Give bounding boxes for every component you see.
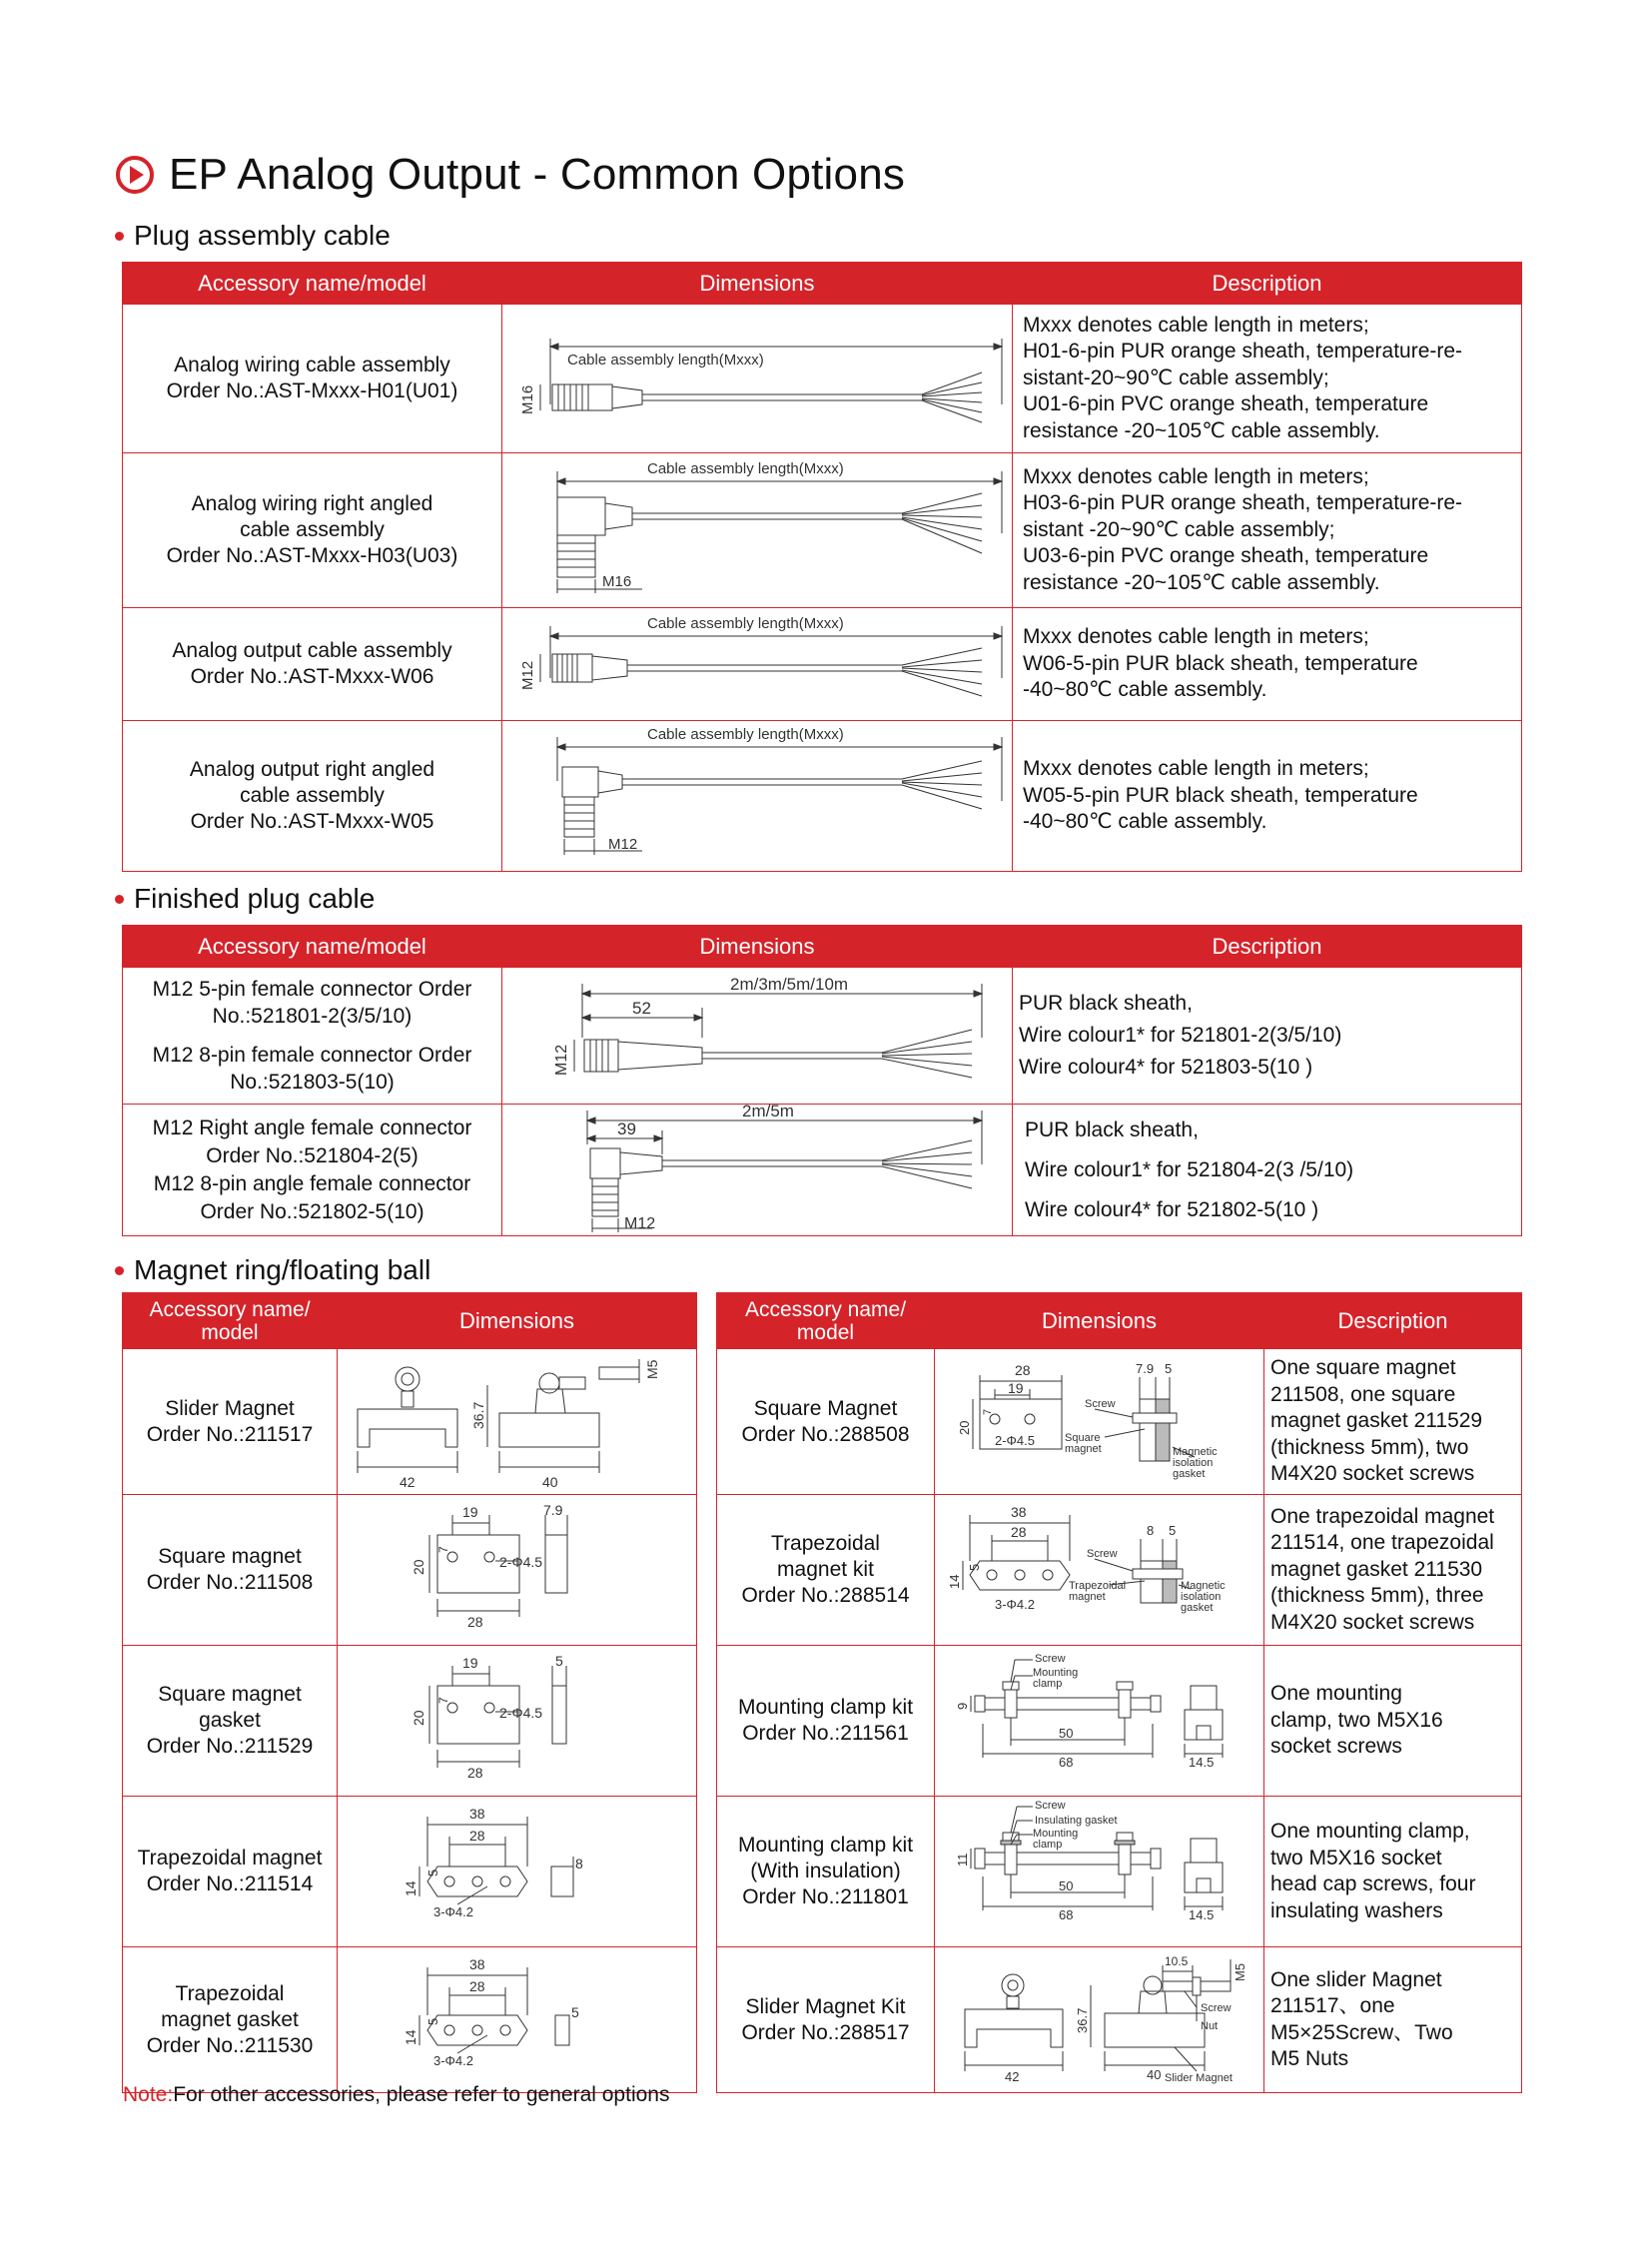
dim-label: 68 xyxy=(1059,1907,1074,1922)
note-label: Note: xyxy=(123,2083,174,2106)
dim-label: 38 xyxy=(469,1956,485,1972)
bullet-icon xyxy=(115,895,124,904)
description-cell: Mxxx denotes cable length in meters; H01-6-pin PUR orange sheath, temperature-re- sistant-20~90℃ cable assembly; U01-6-pin PVC orange sheath, temperature resistance -20~105℃ cable assembly. xyxy=(1013,305,1522,453)
dim-label: 28 xyxy=(467,1765,483,1781)
thread-label: M12 xyxy=(553,1044,570,1076)
magnet-right-table xyxy=(716,1292,1522,2093)
dim-label: Screw xyxy=(1087,1548,1118,1560)
dim-label: Magnetic isolation gasket xyxy=(1181,1581,1226,1614)
dim-label: 7.9 xyxy=(543,1502,563,1518)
note-text: For other accessories, please refer to general options xyxy=(173,2083,670,2106)
segment-label: 39 xyxy=(617,1120,636,1138)
table-row xyxy=(123,1349,697,1495)
dim-label: 7.9 xyxy=(1136,1361,1155,1376)
accessory-name-cell: Trapezoidal magnet kit Order No.:288514 xyxy=(717,1495,935,1646)
dim-label: 7 xyxy=(436,1697,450,1704)
dim-label: 68 xyxy=(1059,1755,1074,1770)
table-row xyxy=(123,1646,697,1797)
dim-label: 38 xyxy=(1011,1504,1027,1520)
section-heading-plug-text: Plug assembly cable xyxy=(134,220,391,251)
finished-cable-drawing xyxy=(502,968,1013,1104)
table-row xyxy=(123,608,1522,721)
dimension-drawing-cell xyxy=(502,968,1013,1105)
dim-label: 9 xyxy=(955,1702,970,1710)
table-row xyxy=(123,968,1522,1105)
finished-angled-cable-drawing xyxy=(502,1105,1013,1235)
dim-label: 5 xyxy=(425,1868,440,1876)
dim-label: Screw xyxy=(1035,1800,1066,1812)
header-name: Accessory name/model xyxy=(123,263,502,305)
dim-label: 2-Φ4.5 xyxy=(499,1554,543,1570)
dimension-drawing-cell xyxy=(338,1947,697,2093)
length-label: 2m/5m xyxy=(742,1105,794,1121)
section-heading-finished-text: Finished plug cable xyxy=(134,883,376,914)
dim-label: 50 xyxy=(1059,1878,1074,1893)
table-row xyxy=(123,1947,697,2093)
table-row xyxy=(123,1797,697,1947)
dimension-drawing-cell xyxy=(338,1797,697,1947)
dim-label: 19 xyxy=(462,1655,478,1671)
dimension-drawing-cell xyxy=(502,305,1013,453)
page-title-text: EP Analog Output - Common Options xyxy=(169,150,906,199)
dim-label: 5 xyxy=(967,1563,982,1571)
dim-label: 3-Φ4.2 xyxy=(995,1597,1036,1612)
dimension-drawing-cell xyxy=(935,1495,1264,1646)
dim-label: 36.7 xyxy=(470,1401,486,1429)
header-dimensions: Dimensions xyxy=(502,926,1013,968)
dim-label: 28 xyxy=(469,1828,485,1844)
accessory-name-cell: Square Magnet Order No.:288508 xyxy=(717,1349,935,1495)
dim-label: 38 xyxy=(469,1806,485,1822)
dim-label: 14 xyxy=(403,2029,418,2045)
dimension-drawing-cell xyxy=(935,1349,1264,1495)
header-description: Description xyxy=(1013,926,1522,968)
accessory-name-cell: Analog wiring cable assembly Order No.:AST-Mxxx-H01(U01) xyxy=(123,305,502,453)
bullet-icon xyxy=(115,1266,124,1275)
dimension-drawing-cell xyxy=(338,1349,697,1495)
plug-cable-table xyxy=(122,262,1522,872)
dimension-drawing-cell xyxy=(502,1105,1013,1236)
thread-label: M16 xyxy=(602,573,632,590)
length-label: Cable assembly length(Mxxx) xyxy=(647,726,844,743)
dim-label: 28 xyxy=(467,1614,483,1630)
thread-label: M16 xyxy=(519,384,536,414)
page-title xyxy=(115,150,905,200)
thread-label: M12 xyxy=(608,836,638,853)
dim-label: 5 xyxy=(1165,1361,1173,1376)
dim-label: Trapezoidal magnet xyxy=(1069,1581,1127,1603)
dim-label: Nut xyxy=(1201,2020,1219,2032)
dim-label: 3-Φ4.2 xyxy=(433,2053,474,2068)
dim-label: 7 xyxy=(982,1408,994,1415)
length-label: 2m/3m/5m/10m xyxy=(730,975,849,994)
square-magnet-drawing xyxy=(338,1495,697,1645)
accessory-name-cell: Analog output cable assembly Order No.:AST-Mxxx-W06 xyxy=(123,608,502,721)
play-circle-icon xyxy=(115,155,155,195)
square-magnet-kit-drawing xyxy=(935,1349,1264,1494)
header-description: Description xyxy=(1264,1293,1522,1349)
straight-cable-drawing xyxy=(502,608,1013,720)
angled-cable-drawing xyxy=(502,453,1013,607)
table-row xyxy=(717,1646,1522,1797)
dim-label: Mounting clamp xyxy=(1033,1829,1079,1851)
dim-label: 28 xyxy=(469,1978,485,1994)
dim-label: 5 xyxy=(571,2004,579,2020)
header-dimensions: Dimensions xyxy=(338,1293,697,1349)
dimension-drawing-cell xyxy=(338,1646,697,1797)
slider-magnet-drawing xyxy=(338,1349,697,1494)
header-name: Accessory name/model xyxy=(123,926,502,968)
dim-label: 3-Φ4.2 xyxy=(433,1904,474,1919)
dim-label: 11 xyxy=(955,1853,970,1867)
dim-label: 7 xyxy=(436,1546,450,1553)
description-cell: One mounting clamp, two M5X16 socket screws xyxy=(1264,1646,1522,1797)
dimension-drawing-cell xyxy=(338,1495,697,1646)
section-heading-plug xyxy=(115,220,391,252)
table-row xyxy=(717,1947,1522,2093)
description-cell: Mxxx denotes cable length in meters; W05-5-pin PUR black sheath, temperature -40~80℃ cable assembly. xyxy=(1013,721,1522,872)
description-cell: PUR black sheath, Wire colour1* for 521804-2(3 /5/10) Wire colour4* for 521802-5(10 ) xyxy=(1013,1105,1522,1236)
table-header-row xyxy=(717,1293,1522,1349)
table-row xyxy=(123,1105,1522,1236)
trapezoidal-magnet-drawing xyxy=(338,1797,697,1946)
dim-label: 14 xyxy=(403,1880,418,1896)
square-gasket-drawing xyxy=(338,1646,697,1796)
table-row xyxy=(123,721,1522,872)
bullet-icon xyxy=(115,232,124,241)
dim-label: 5 xyxy=(555,1653,563,1669)
dim-label: M5 xyxy=(644,1359,660,1379)
dim-label: 10.5 xyxy=(1165,1954,1189,1968)
description-cell: One mounting clamp, two M5X16 socket head cap screws, four insulating washers xyxy=(1264,1797,1522,1947)
dim-label: 40 xyxy=(542,1474,558,1490)
accessory-name-cell: Mounting clamp kit Order No.:211561 xyxy=(717,1646,935,1797)
dim-label: 20 xyxy=(957,1420,972,1435)
dimension-drawing-cell xyxy=(935,1947,1264,2093)
length-label: Cable assembly length(Mxxx) xyxy=(647,460,844,477)
dim-label: Screw xyxy=(1035,1653,1066,1665)
thread-label: M12 xyxy=(624,1215,656,1232)
dim-label: Mounting clamp xyxy=(1033,1668,1079,1690)
table-row xyxy=(123,453,1522,608)
dim-label: 2-Φ4.5 xyxy=(995,1433,1036,1448)
segment-label: 52 xyxy=(632,999,651,1018)
dimension-drawing-cell xyxy=(502,608,1013,721)
straight-cable-drawing xyxy=(502,305,1013,452)
accessory-name-cell: Slider Magnet Kit Order No.:288517 xyxy=(717,1947,935,2093)
length-label: Cable assembly length(Mxxx) xyxy=(647,615,844,632)
footnote xyxy=(123,2083,669,2107)
header-description: Description xyxy=(1013,263,1522,305)
table-row xyxy=(717,1797,1522,1947)
accessory-name-cell: Trapezoidal magnet Order No.:211514 xyxy=(123,1797,338,1947)
accessory-name-cell: M12 5-pin female connector Order No.:521801-2(3/5/10) M12 8-pin female connector Order No.:521803-5(10) xyxy=(123,968,502,1105)
table-header-row xyxy=(123,263,1522,305)
dim-label: 50 xyxy=(1059,1726,1074,1741)
table-header-row xyxy=(123,1293,697,1349)
accessory-name-cell: Square magnet Order No.:211508 xyxy=(123,1495,338,1646)
mounting-clamp-insulation-drawing xyxy=(935,1797,1264,1946)
dim-label: 14 xyxy=(947,1574,962,1589)
dim-label: 19 xyxy=(1008,1380,1024,1396)
dimension-drawing-cell xyxy=(502,721,1013,872)
description-cell: Mxxx denotes cable length in meters; H03-6-pin PUR orange sheath, temperature-re- sistant -20~90℃ cable assembly; U03-6-pin PVC orange sheath, temperature resistance -20~105℃ cable assembly. xyxy=(1013,453,1522,608)
dim-label: 2-Φ4.5 xyxy=(499,1705,543,1721)
dim-label: 40 xyxy=(1147,2067,1162,2082)
dimension-drawing-cell xyxy=(935,1797,1264,1947)
dimension-drawing-cell xyxy=(935,1646,1264,1797)
description-cell: PUR black sheath, Wire colour1* for 521801-2(3/5/10) Wire colour4* for 521803-5(10 ) xyxy=(1013,968,1522,1105)
magnet-left-table xyxy=(122,1292,697,2093)
dim-label: 5 xyxy=(425,2017,440,2025)
accessory-name-cell: Analog output right angled cable assembly Order No.:AST-Mxxx-W05 xyxy=(123,721,502,872)
dim-label: 14.5 xyxy=(1189,1907,1215,1922)
angled-cable-drawing xyxy=(502,721,1013,871)
table-row xyxy=(123,1495,697,1646)
dim-label: 14.5 xyxy=(1189,1755,1215,1770)
dim-label: M5 xyxy=(1233,1962,1247,1981)
trapezoidal-gasket-drawing xyxy=(338,1947,697,2092)
description-cell: One slider Magnet 211517、one M5×25Screw、Two M5 Nuts xyxy=(1264,1947,1522,2093)
accessory-name-cell: Slider Magnet Order No.:211517 xyxy=(123,1349,338,1495)
dim-label: 28 xyxy=(1015,1362,1031,1378)
dim-label: 5 xyxy=(1169,1523,1177,1538)
table-row xyxy=(123,305,1522,453)
header-dimensions: Dimensions xyxy=(935,1293,1264,1349)
dim-label: Insulating gasket xyxy=(1035,1815,1118,1827)
dim-label: Screw xyxy=(1201,2002,1232,2014)
dim-label: Slider Magnet xyxy=(1165,2072,1233,2084)
accessory-name-cell: M12 Right angle female connector Order No.:521804-2(5) M12 8-pin angle female connector Order No.:521802-5(10) xyxy=(123,1105,502,1236)
table-row xyxy=(717,1495,1522,1646)
header-dimensions: Dimensions xyxy=(502,263,1013,305)
section-heading-finished xyxy=(115,883,375,915)
finished-cable-table xyxy=(122,925,1522,1236)
section-heading-magnet-text: Magnet ring/floating ball xyxy=(134,1254,431,1285)
dim-label: Square magnet xyxy=(1065,1433,1102,1455)
table-header-row xyxy=(123,926,1522,968)
accessory-name-cell: Mounting clamp kit (With insulation) Order No.:211801 xyxy=(717,1797,935,1947)
dim-label: 8 xyxy=(1147,1523,1155,1538)
header-name: Accessory name/ model xyxy=(717,1293,935,1349)
dim-label: 28 xyxy=(1011,1524,1027,1540)
accessory-name-cell: Analog wiring right angled cable assembly Order No.:AST-Mxxx-H03(U03) xyxy=(123,453,502,608)
table-row xyxy=(717,1349,1522,1495)
length-label: Cable assembly length(Mxxx) xyxy=(567,352,764,369)
dim-label: 36.7 xyxy=(1075,2007,1090,2033)
dim-label: 20 xyxy=(411,1710,426,1726)
description-cell: One trapezoidal magnet 211514, one trapezoidal magnet gasket 211530 (thickness 5mm), three M4X20 socket screws xyxy=(1264,1495,1522,1646)
dim-label: 42 xyxy=(1005,2069,1020,2084)
accessory-name-cell: Square magnet gasket Order No.:211529 xyxy=(123,1646,338,1797)
accessory-name-cell: Trapezoidal magnet gasket Order No.:211530 xyxy=(123,1947,338,2093)
slider-magnet-kit-drawing xyxy=(935,1947,1264,2092)
dim-label: 8 xyxy=(575,1856,583,1871)
description-cell: Mxxx denotes cable length in meters; W06-5-pin PUR black sheath, temperature -40~80℃ cable assembly. xyxy=(1013,608,1522,721)
thread-label: M12 xyxy=(519,660,536,690)
dim-label: 19 xyxy=(462,1504,478,1520)
dim-label: Screw xyxy=(1085,1398,1116,1410)
trapezoidal-kit-drawing xyxy=(935,1495,1264,1645)
mounting-clamp-drawing xyxy=(935,1646,1264,1796)
dim-label: 20 xyxy=(411,1559,426,1575)
header-name: Accessory name/ model xyxy=(123,1293,338,1349)
dimension-drawing-cell xyxy=(502,453,1013,608)
dim-label: 42 xyxy=(400,1474,415,1490)
section-heading-magnet xyxy=(115,1254,430,1286)
dim-label: Magnetic isolation gasket xyxy=(1173,1447,1218,1480)
description-cell: One square magnet 211508, one square magnet gasket 211529 (thickness 5mm), two M4X20 socket screws xyxy=(1264,1349,1522,1495)
